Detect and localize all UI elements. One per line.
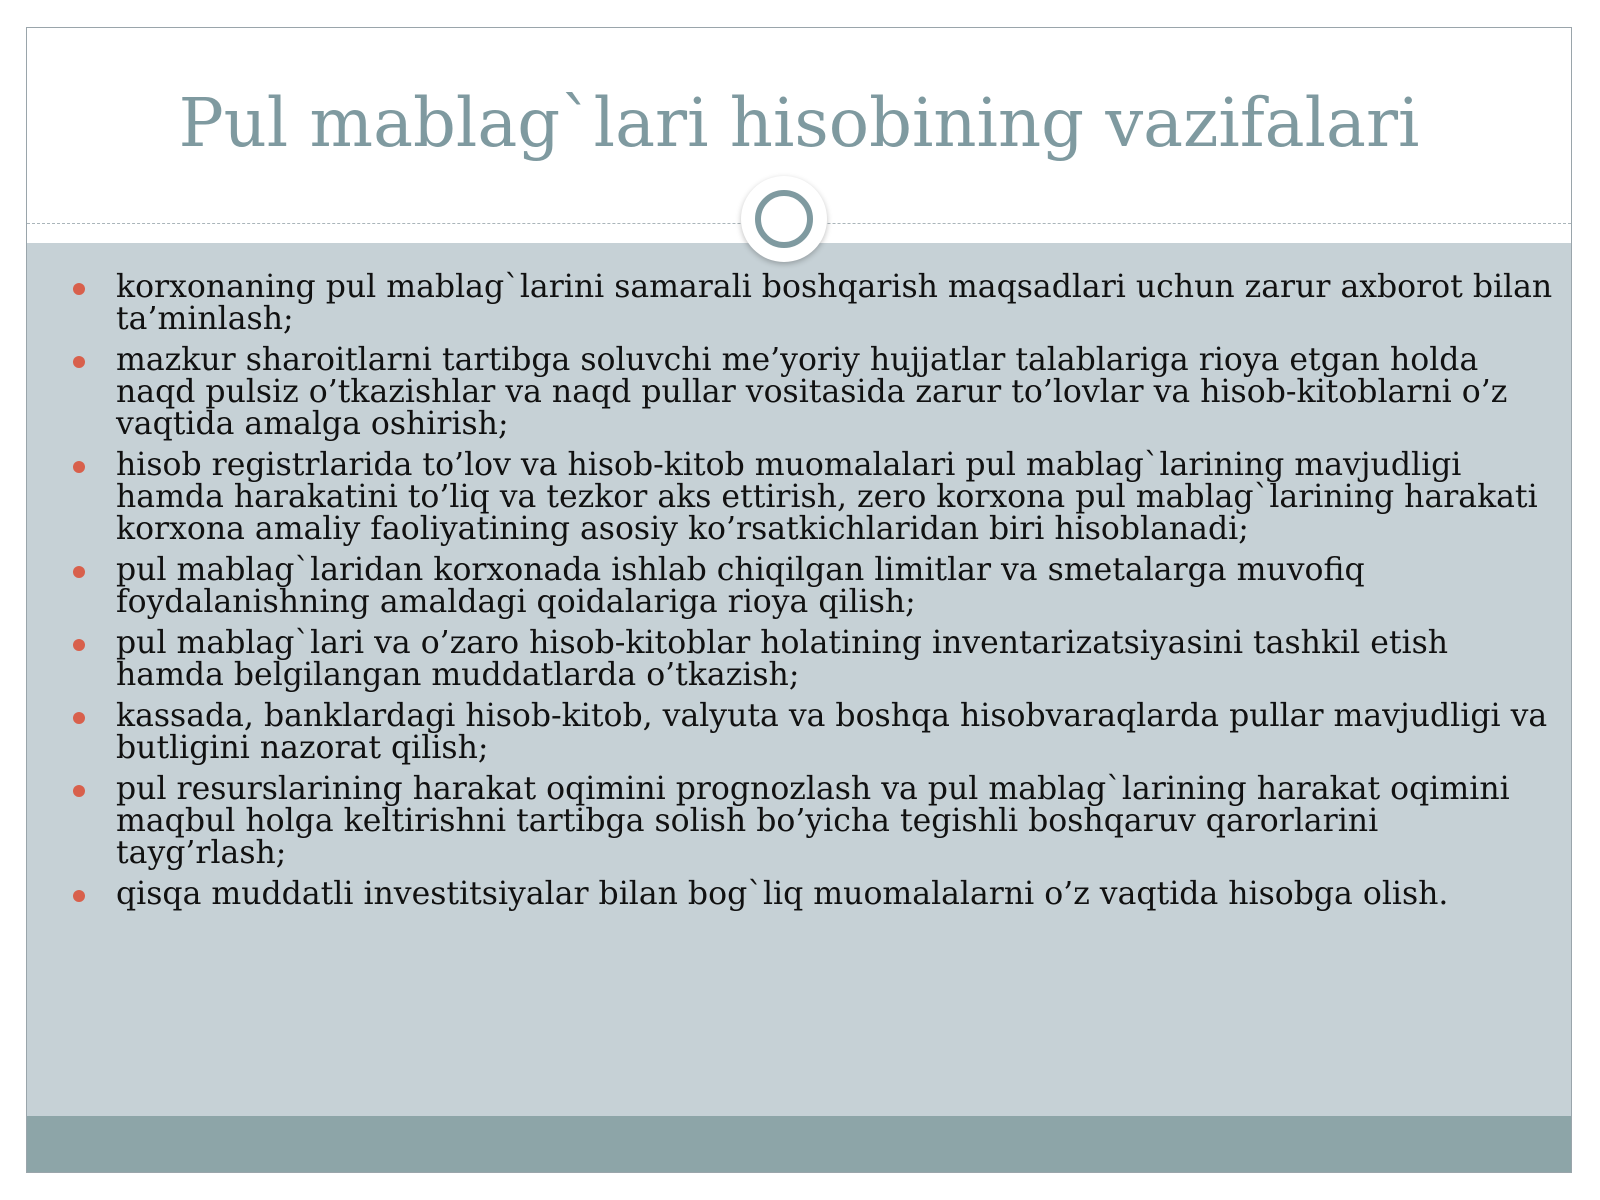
bullet-icon	[73, 356, 85, 368]
bullet-icon	[73, 712, 85, 724]
ring-ornament-icon	[741, 176, 827, 262]
bullet-icon	[73, 890, 85, 902]
slide	[26, 27, 1572, 1173]
bullet-text: mazkur sharoitlarni tartibga soluvchi me’yoriy hujjatlar talablariga rioya etgan holda naqd pulsiz o’tkazishlar va naqd pullar vositasida zarur to’lovlar va hisob-kitoblarni o’z vaqtida amalga oshirish;	[116, 342, 1508, 442]
bullet-text: kassada, banklardagi hisob-kitob, valyuta va boshqa hisobvaraqlarda pullar mavjudligi va butligini nazorat qilish;	[116, 698, 1548, 766]
ring-inner	[755, 190, 813, 248]
bottom-band	[27, 1116, 1571, 1172]
list-item	[73, 627, 1553, 691]
bullet-icon	[73, 461, 85, 473]
bullet-list	[73, 271, 1553, 919]
list-item	[73, 773, 1553, 869]
bullet-icon	[73, 639, 85, 651]
list-item	[73, 700, 1553, 764]
bullet-icon	[73, 283, 85, 295]
list-item	[73, 271, 1553, 335]
list-item	[73, 449, 1553, 545]
list-item	[73, 878, 1553, 910]
bullet-text: qisqa muddatli investitsiyalar bilan bog`liq muomalalarni o’z vaqtida hisobga olish.	[116, 876, 1449, 912]
bullet-text: pul mablag`lari va o’zaro hisob-kitoblar holatining inventarizatsiyasini tashkil etish hamda belgilangan muddatlarda o’tkazish;	[116, 625, 1449, 693]
bullet-text: pul resurslarining harakat oqimini prognozlash va pul mablag`larining harakat oqimini maqbul holga keltirishni tartibga solish bo’yicha tegishli boshqaruv qarorlarini tayg’rlash;	[116, 771, 1510, 871]
slide-title: Pul mablag`lari hisobining vazifalari	[178, 84, 1420, 162]
bullet-text: korxonaning pul mablag`larini samarali boshqarish maqsadlari uchun zarur axborot bilan ta’minlash;	[116, 269, 1553, 337]
bullet-text: hisob registrlarida to’lov va hisob-kitob muomalalari pul mablag`larining mavjudligi hamda harakatini to’liq va tezkor aks ettirish, zero korxona pul mablag`larining harakati korxona amaliy faoliyatining asosiy ko’rsatkichlaridan biri hisoblanadi;	[116, 447, 1538, 547]
list-item	[73, 344, 1553, 440]
bullet-icon	[73, 566, 85, 578]
bullet-icon	[73, 785, 85, 797]
bullet-text: pul mablag`laridan korxonada ishlab chiqilgan limitlar va smetalarga muvofiq foydalanishning amaldagi qoidalariga rioya qilish;	[116, 552, 1365, 620]
list-item	[73, 554, 1553, 618]
